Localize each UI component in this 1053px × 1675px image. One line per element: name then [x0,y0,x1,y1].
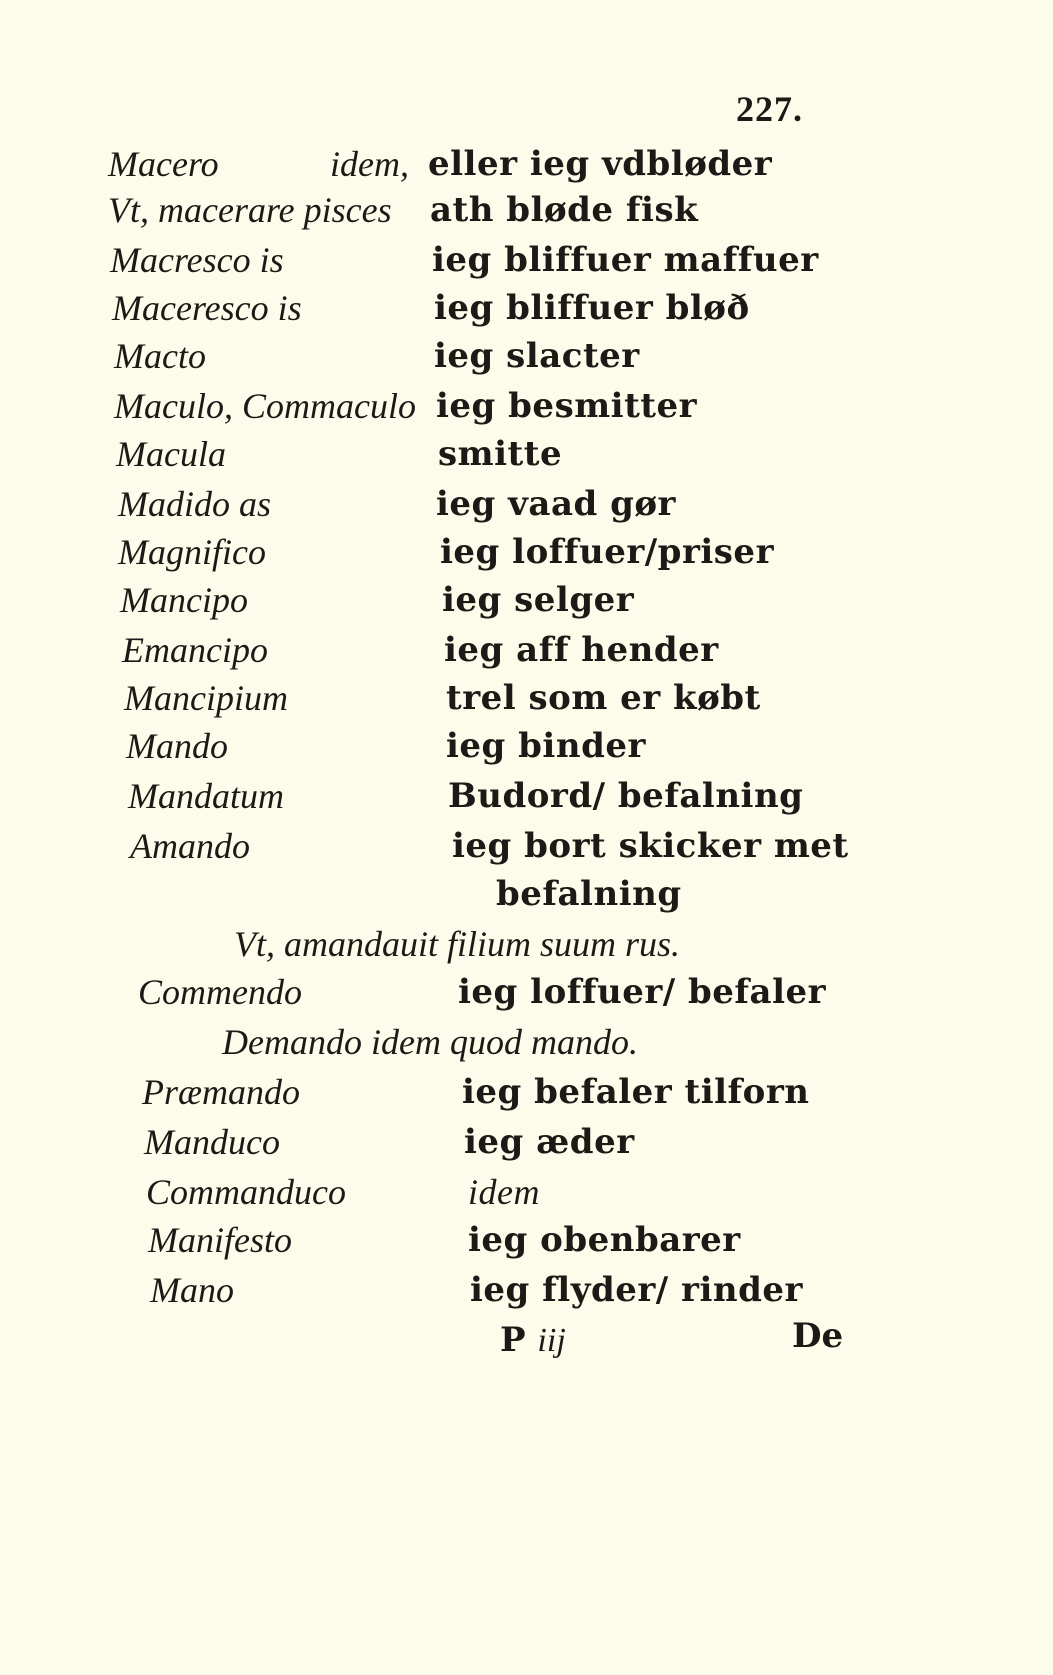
entry-row [0,430,1053,478]
danish-gloss: eller ieg vdbløder [428,144,773,184]
latin-headword: Emancipo [122,630,268,670]
entry-row [0,1068,1053,1116]
entry-row [0,1216,1053,1264]
signature-numeral: iij [537,1322,566,1359]
latin-note: idem, [330,144,409,184]
latin-headword: Macto [114,336,206,376]
entry-row [0,870,1053,918]
entry-row [0,140,1053,188]
signature-mark [500,1320,566,1360]
entry-row [0,968,1053,1016]
danish-gloss: Budord/ befalning [448,776,804,816]
danish-gloss: ieg slacter [434,336,640,376]
page-number: 227. [736,89,803,129]
latin-headword: Manduco [144,1122,280,1162]
entry-row [0,186,1053,234]
danish-gloss: smitte [438,434,563,474]
danish-gloss: ieg bort skicker met [452,826,849,866]
danish-gloss: ieg binder [446,726,646,766]
latin-headword: Magnifico [118,532,266,572]
example-sentence: Demando idem quod mando. [222,1022,638,1062]
example-sentence-row [0,1018,1053,1066]
latin-headword: Præmando [142,1072,301,1112]
latin-headword: Mando [126,726,228,766]
entry-row [0,772,1053,820]
entry-row [0,822,1053,870]
example-sentence: Vt, amandauit filium suum rus. [234,924,681,964]
entry-row [0,674,1053,722]
entry-row [0,284,1053,332]
entry-row [0,1168,1053,1216]
danish-gloss: ieg loffuer/ befaler [458,972,827,1012]
latin-headword: Macresco is [110,240,284,280]
signature-letter: P [500,1320,526,1360]
entry-row [0,528,1053,576]
latin-headword: Mandatum [128,776,284,816]
danish-gloss: ieg besmitter [436,386,698,426]
latin-headword: Mano [150,1270,234,1310]
entry-row [0,236,1053,284]
latin-headword: Macula [116,434,226,474]
latin-headword: Vt, macerare pisces [108,190,392,230]
danish-gloss: ieg æder [464,1122,635,1162]
danish-gloss: ieg loffuer/priser [440,532,774,572]
danish-gloss: ath bløde fisk [430,190,699,230]
latin-headword: Mancipium [124,678,288,718]
example-sentence-row [0,920,1053,968]
danish-gloss: ieg befaler tilforn [462,1072,810,1112]
latin-headword: Maceresco is [112,288,302,328]
danish-gloss: ieg aff hender [444,630,719,670]
latin-headword: Macero [108,144,219,184]
entry-row [0,382,1053,430]
entry-row [0,626,1053,674]
catchword: De [792,1316,844,1356]
entry-row [0,332,1053,380]
entry-row [0,1266,1053,1314]
danish-gloss: idem [468,1172,540,1212]
danish-gloss-continued: befalning [496,874,682,914]
entry-row [0,480,1053,528]
latin-headword: Commanduco [146,1172,346,1212]
danish-gloss: ieg obenbarer [468,1220,741,1260]
entry-row [0,1118,1053,1166]
danish-gloss: ieg bliffuer maffuer [432,240,819,280]
latin-headword: Amando [130,826,250,866]
danish-gloss: trel som er købt [446,678,761,718]
entry-row [0,722,1053,770]
latin-headword: Mancipo [120,580,248,620]
entry-row [0,576,1053,624]
latin-headword: Commendo [138,972,302,1012]
latin-headword: Madido as [118,484,271,524]
danish-gloss: ieg flyder/ rinder [470,1270,803,1310]
danish-gloss: ieg bliffuer bløð [434,288,750,328]
danish-gloss: ieg vaad gør [436,484,676,524]
latin-headword: Manifesto [148,1220,292,1260]
danish-gloss: ieg selger [442,580,635,620]
latin-headword: Maculo, Commaculo [114,386,416,426]
